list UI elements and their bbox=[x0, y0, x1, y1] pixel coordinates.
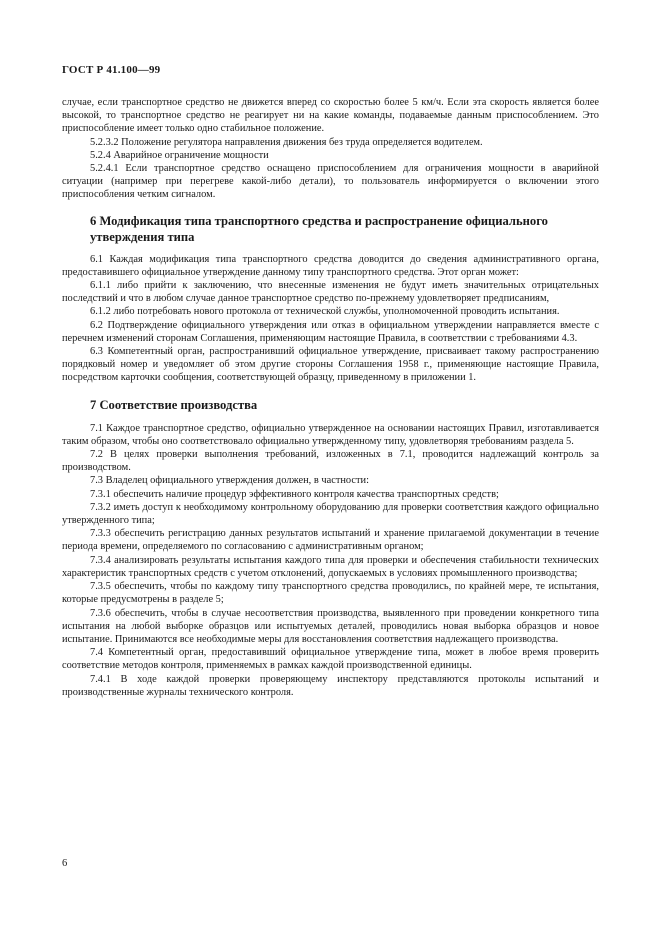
paragraph-6-1-2: 6.1.2 либо потребовать нового протокола от технической службы, уполномоченной проводить испытания. bbox=[90, 306, 560, 318]
paragraph-6-2: 6.2 Подтверждение официального утверждения или отказ в официальном утверждении направляется вместе с перечнем изменений сторонам Соглашения, применяющим настоящие Правила, в соответствии с требованиями 4.3. bbox=[62, 319, 599, 344]
paragraph-6-1-1: 6.1.1 либо прийти к заключению, что внесенные изменения не будут иметь значительных отрицательных последствий и что в любом случае данное транспортное средство по-прежнему удовлетворяет предписаниям, bbox=[62, 280, 599, 305]
paragraph-7-3-4: 7.3.4 анализировать результаты испытания каждого типа для проверки и обеспечения стабильности технических характеристик транспортных средств с учетом отклонений, допускаемых в условиях промышленного производства; bbox=[62, 554, 599, 579]
page-number: 6 bbox=[62, 858, 68, 869]
paragraph-7-2: 7.2 В целях проверки выполнения требований, изложенных в 7.1, проводится надлежащий контроль за производством. bbox=[62, 449, 599, 474]
paragraph-7-4: 7.4 Компетентный орган, предоставивший официальное утверждение типа, может в любое время проверить соответствие методов контроля, применяемых в рамках каждой производственной единицы. bbox=[62, 647, 599, 672]
paragraph-7-3-5: 7.3.5 обеспечить, чтобы по каждому типу транспортного средства проводились, по крайней мере, те испытания, которые предусмотрены в разделе 5; bbox=[62, 581, 599, 606]
section-6-heading-line2: утверждения типа bbox=[90, 229, 195, 244]
paragraph-continuation: случае, если транспортное средство не движется вперед со скоростью более 5 км/ч. Если эта скорость является более высокой, то транспортное средство не реагирует ни на какие команды, подаваемые данным приспособлением. Это приспособление имеет только одно стабильное положение. bbox=[62, 97, 599, 135]
paragraph-7-3: 7.3 Владелец официального утверждения должен, в частности: bbox=[90, 475, 369, 487]
paragraph-7-3-2: 7.3.2 иметь доступ к необходимому контрольному оборудованию для проверки соответствия каждого официально утвержденного типа; bbox=[62, 501, 599, 527]
document-code-header: ГОСТ Р 41.100—99 bbox=[62, 64, 161, 76]
section-6-heading bbox=[62, 213, 599, 245]
paragraph-5-2-4: 5.2.4 Аварийное ограничение мощности bbox=[90, 149, 269, 161]
paragraph-7-3-3: 7.3.3 обеспечить регистрацию данных результатов испытаний и хранение прилагаемой документации в течение периода времени, определяемого по согласованию с административным органом; bbox=[62, 528, 599, 553]
paragraph-6-3: 6.3 Компетентный орган, распространивший официальное утверждение, присваивает такому распространению порядковый номер и уведомляет об этом другие стороны Соглашения 1958 г., применяющие настоящие Правила, посредством карточки сообщения, соответствующей образцу, приведенному в приложении 1. bbox=[62, 346, 599, 384]
paragraph-7-3-1: 7.3.1 обеспечить наличие процедур эффективного контроля качества транспортных средств; bbox=[90, 488, 499, 500]
paragraph-5-2-3-2: 5.2.3.2 Положение регулятора направления движения без труда определяется водителем. bbox=[90, 136, 483, 148]
paragraph-5-2-4-1: 5.2.4.1 Если транспортное средство оснащено приспособлением для ограничения мощности в аварийной ситуации (например при перегреве какой-либо детали), то пользователь информируется о включении этого приспособления четким сигналом. bbox=[62, 163, 599, 201]
paragraph-7-1: 7.1 Каждое транспортное средство, официально утвержденное на основании настоящих Правил, изготавливается таким образом, чтобы оно соответствовало официально утвержденному типу, удовлетворяя требованиям раздела 5. bbox=[62, 422, 599, 447]
paragraph-6-1: 6.1 Каждая модификация типа транспортного средства доводится до сведения административного органа, предоставившего официальное утверждение данному типу транспортного средства. Этот орган может: bbox=[62, 253, 599, 278]
paragraph-7-3-6: 7.3.6 обеспечить, чтобы в случае несоответствия производства, выявленного при проведении конкретного типа испытания на любой выборке образцов или испытуемых деталей, проводились новая выборка образцов и новое испытание. Принимаются все необходимые меры для восстановления соответствия надлежащего производства. bbox=[62, 607, 599, 645]
section-6-heading-line1: 6 Модификация типа транспортного средства и распространение официального bbox=[90, 213, 548, 228]
page-content bbox=[62, 96, 599, 699]
section-7-heading: 7 Соответствие производства bbox=[90, 397, 258, 412]
paragraph-7-4-1: 7.4.1 В ходе каждой проверки проверяющему инспектору представляются протоколы испытаний и производственные журналы технического контроля. bbox=[62, 673, 599, 698]
